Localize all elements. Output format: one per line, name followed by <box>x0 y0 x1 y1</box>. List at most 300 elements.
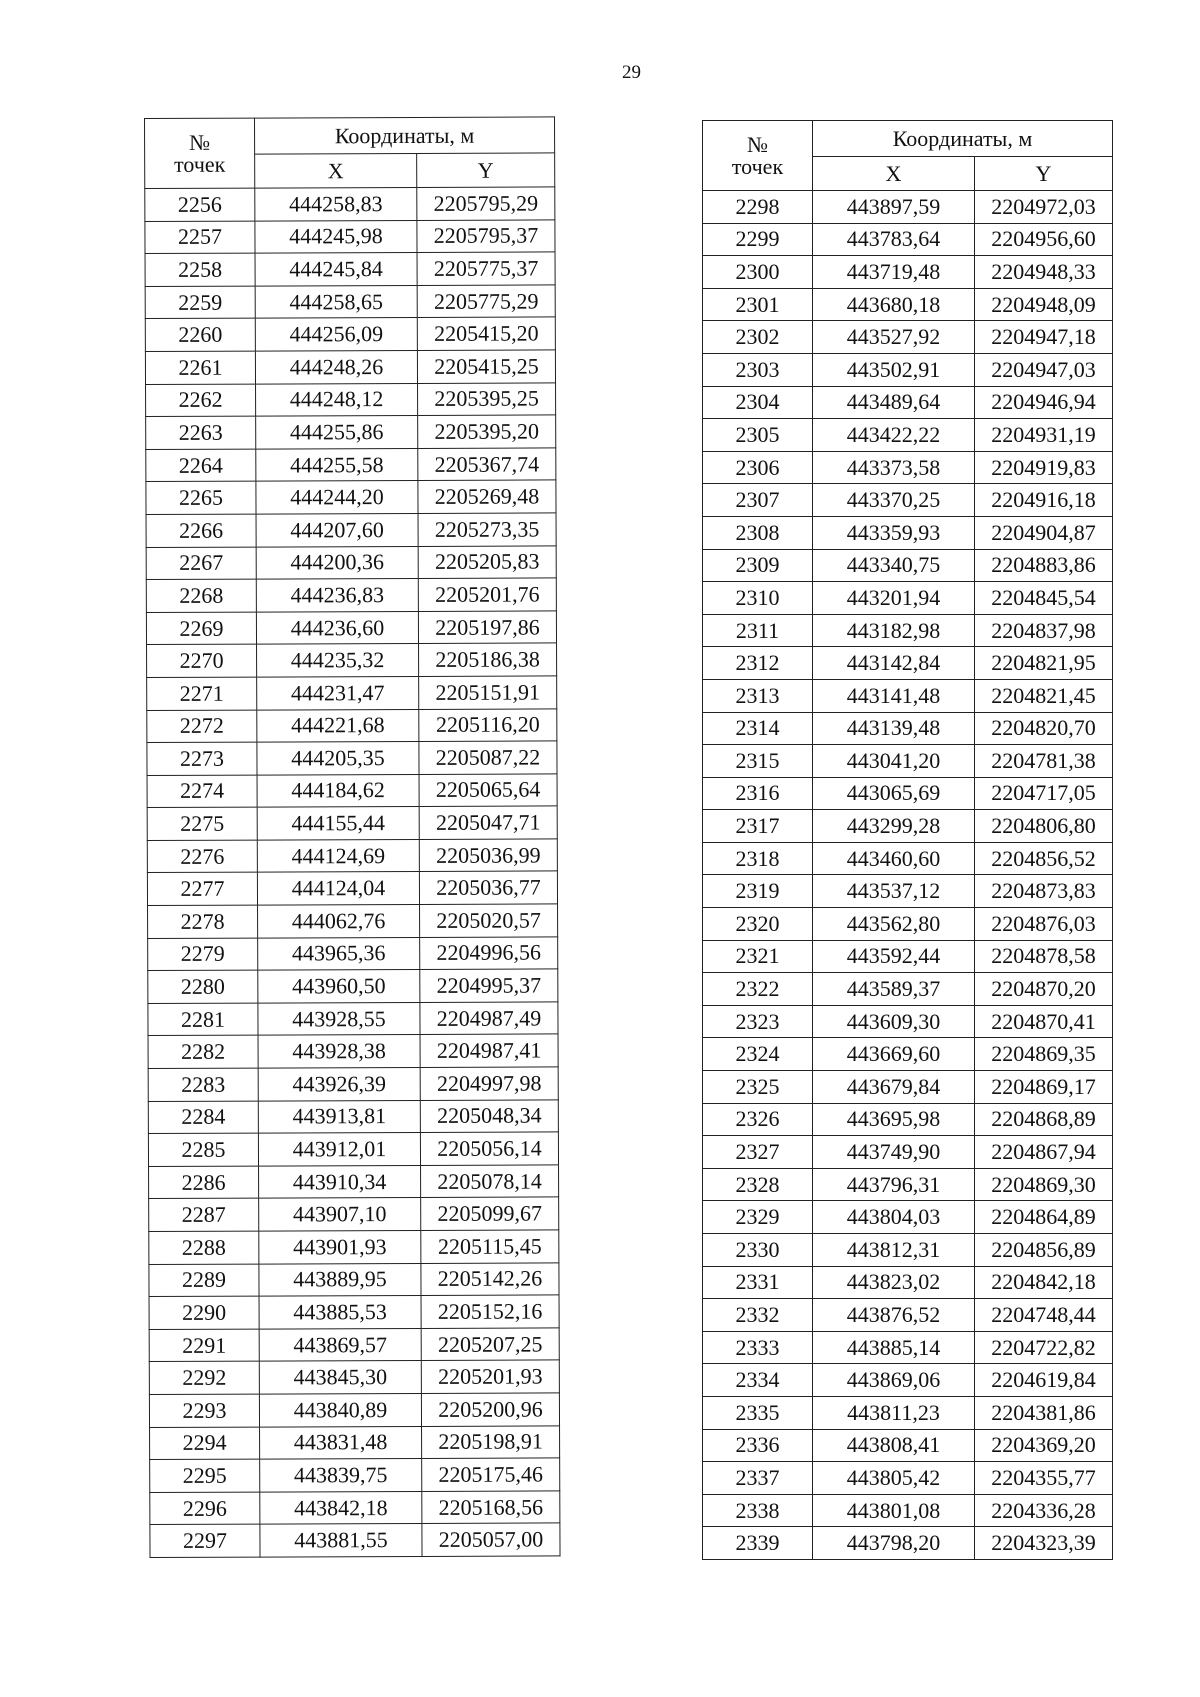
point-number-cell: 2334 <box>703 1364 813 1397</box>
table-row <box>703 842 1113 875</box>
y-coordinate-cell: 2204987,49 <box>420 1002 558 1035</box>
point-number-cell: 2307 <box>703 484 813 517</box>
point-number-cell: 2267 <box>146 547 256 580</box>
y-coordinate-cell: 2204856,89 <box>975 1234 1113 1267</box>
y-coordinate-cell: 2205078,14 <box>421 1165 559 1198</box>
table-row <box>703 191 1113 224</box>
point-number-cell: 2303 <box>703 353 813 386</box>
table-row <box>703 1005 1113 1038</box>
coordinates-header: Координаты, м <box>813 121 1113 157</box>
table-row <box>703 1364 1113 1397</box>
y-coordinate-cell: 2204883,86 <box>975 549 1113 582</box>
x-coordinate-cell: 443926,39 <box>258 1067 420 1100</box>
point-number-cell: 2312 <box>703 647 813 680</box>
y-coordinate-cell: 2204972,03 <box>975 191 1113 224</box>
table-row <box>146 415 556 449</box>
table-row <box>145 220 555 254</box>
x-coordinate-cell: 443839,75 <box>260 1459 422 1492</box>
table-row <box>703 973 1113 1006</box>
table-row <box>147 741 557 775</box>
point-number-cell: 2268 <box>146 579 256 612</box>
point-number-cell: 2325 <box>703 1071 813 1104</box>
table-row <box>148 1132 558 1166</box>
table-row <box>703 1136 1113 1169</box>
x-coordinate-cell: 443798,20 <box>813 1527 975 1560</box>
y-coordinate-cell: 2205198,91 <box>422 1425 560 1458</box>
point-number-cell: 2294 <box>150 1427 260 1460</box>
y-header: Y <box>975 157 1113 191</box>
point-number-cell: 2291 <box>149 1329 259 1362</box>
y-coordinate-cell: 2205116,20 <box>419 708 557 741</box>
y-coordinate-cell: 2204748,44 <box>975 1299 1113 1332</box>
point-number-cell: 2314 <box>703 712 813 745</box>
table-row <box>150 1491 560 1525</box>
y-coordinate-cell: 2204323,39 <box>975 1527 1113 1560</box>
y-coordinate-cell: 2205087,22 <box>419 741 557 774</box>
table-row <box>147 643 557 677</box>
table-row <box>148 1002 558 1036</box>
point-number-header <box>703 121 813 191</box>
point-number-cell: 2284 <box>148 1101 258 1134</box>
y-coordinate-cell: 2204869,35 <box>975 1038 1113 1071</box>
x-coordinate-cell: 443695,98 <box>813 1103 975 1136</box>
x-coordinate-cell: 443913,81 <box>258 1100 420 1133</box>
x-coordinate-cell: 444248,12 <box>256 383 418 416</box>
table-row <box>147 708 557 742</box>
point-number-cell: 2310 <box>703 582 813 615</box>
y-coordinate-cell: 2204870,41 <box>975 1005 1113 1038</box>
table-row <box>149 1328 559 1362</box>
x-coordinate-cell: 443812,31 <box>813 1234 975 1267</box>
x-coordinate-cell: 443928,55 <box>258 1002 420 1035</box>
point-number-cell: 2264 <box>146 449 256 482</box>
x-coordinate-cell: 443840,89 <box>259 1393 421 1426</box>
x-coordinate-cell: 444245,98 <box>255 220 417 253</box>
y-coordinate-cell: 2205151,91 <box>419 676 557 709</box>
y-coordinate-cell: 2205036,77 <box>419 871 557 904</box>
point-number-cell: 2339 <box>703 1527 813 1560</box>
x-coordinate-cell: 443299,28 <box>813 810 975 843</box>
point-number-cell: 2271 <box>147 677 257 710</box>
y-coordinate-cell: 2205057,00 <box>422 1523 560 1556</box>
y-coordinate-cell: 2204381,86 <box>975 1396 1113 1429</box>
y-coordinate-cell: 2204876,03 <box>975 908 1113 941</box>
x-coordinate-cell: 443876,52 <box>813 1299 975 1332</box>
table-row <box>703 1266 1113 1299</box>
x-coordinate-cell: 444231,47 <box>257 676 419 709</box>
y-coordinate-cell: 2204987,41 <box>420 1034 558 1067</box>
y-coordinate-cell: 2204869,17 <box>975 1071 1113 1104</box>
table-row <box>145 252 555 286</box>
table-row <box>703 777 1113 810</box>
y-coordinate-cell: 2204845,54 <box>975 582 1113 615</box>
point-number-cell: 2321 <box>703 940 813 973</box>
table-row <box>703 1331 1113 1364</box>
point-number-cell: 2276 <box>147 840 257 873</box>
y-coordinate-cell: 2205099,67 <box>421 1197 559 1230</box>
x-coordinate-cell: 443669,60 <box>813 1038 975 1071</box>
point-number-cell: 2287 <box>149 1198 259 1231</box>
x-coordinate-cell: 444062,76 <box>258 905 420 938</box>
x-coordinate-cell: 443502,91 <box>813 353 975 386</box>
table-row <box>146 382 556 416</box>
y-coordinate-cell: 2204864,89 <box>975 1201 1113 1234</box>
y-coordinate-cell: 2204916,18 <box>975 484 1113 517</box>
x-coordinate-cell: 443831,48 <box>260 1426 422 1459</box>
y-coordinate-cell: 2204873,83 <box>975 875 1113 908</box>
point-number-cell: 2278 <box>148 905 258 938</box>
table-row <box>147 806 557 840</box>
x-coordinate-cell: 444236,60 <box>256 611 418 644</box>
table-row <box>703 353 1113 386</box>
x-coordinate-cell: 444155,44 <box>257 807 419 840</box>
y-coordinate-cell: 2204947,03 <box>975 353 1113 386</box>
x-coordinate-cell: 444207,60 <box>256 513 418 546</box>
point-number-cell: 2295 <box>150 1459 260 1492</box>
table-row <box>703 256 1113 289</box>
y-coordinate-cell: 2205115,45 <box>421 1230 559 1263</box>
table-row <box>703 1201 1113 1234</box>
y-coordinate-cell: 2205395,25 <box>418 382 556 415</box>
table-row <box>703 940 1113 973</box>
table-row <box>703 647 1113 680</box>
point-number-cell: 2317 <box>703 810 813 843</box>
point-number-cell: 2333 <box>703 1331 813 1364</box>
y-coordinate-cell: 2204821,95 <box>975 647 1113 680</box>
x-coordinate-cell: 443680,18 <box>813 288 975 321</box>
x-coordinate-cell: 443811,23 <box>813 1396 975 1429</box>
x-coordinate-cell: 443041,20 <box>813 745 975 778</box>
point-number-cell: 2274 <box>147 775 257 808</box>
table-row <box>147 676 557 710</box>
x-coordinate-cell: 443910,34 <box>259 1165 421 1198</box>
y-coordinate-cell: 2204336,28 <box>975 1494 1113 1527</box>
point-number-cell: 2335 <box>703 1396 813 1429</box>
table-row <box>149 1230 559 1264</box>
y-coordinate-cell: 2205395,20 <box>418 415 556 448</box>
number-sign: № <box>747 131 768 157</box>
point-number-cell: 2330 <box>703 1234 813 1267</box>
x-coordinate-cell: 444258,65 <box>255 285 417 318</box>
coordinates-table-left <box>144 116 561 1558</box>
point-number-cell: 2337 <box>703 1462 813 1495</box>
table-row <box>150 1425 560 1459</box>
x-coordinate-cell: 444245,84 <box>255 253 417 286</box>
table-row <box>703 223 1113 256</box>
y-coordinate-cell: 2205142,26 <box>421 1263 559 1296</box>
point-number-cell: 2296 <box>150 1492 260 1525</box>
x-coordinate-cell: 443796,31 <box>813 1168 975 1201</box>
table-row <box>703 1396 1113 1429</box>
x-coordinate-cell: 443139,48 <box>813 712 975 745</box>
y-coordinate-cell: 2205207,25 <box>421 1328 559 1361</box>
y-coordinate-cell: 2205367,74 <box>418 448 556 481</box>
point-number-cell: 2262 <box>146 384 256 417</box>
point-number-cell: 2313 <box>703 679 813 712</box>
point-number-cell: 2279 <box>148 938 258 971</box>
table-row <box>703 679 1113 712</box>
point-number-cell: 2315 <box>703 745 813 778</box>
table-row <box>703 288 1113 321</box>
y-coordinate-cell: 2205795,29 <box>417 187 555 220</box>
x-coordinate-cell: 444200,36 <box>256 546 418 579</box>
table-row <box>146 448 556 482</box>
points-label: точек <box>173 151 226 177</box>
point-number-cell: 2308 <box>703 516 813 549</box>
x-coordinate-cell: 443881,55 <box>260 1524 422 1557</box>
point-number-cell: 2292 <box>149 1361 259 1394</box>
point-number-cell: 2273 <box>147 742 257 775</box>
point-number-cell: 2327 <box>703 1136 813 1169</box>
y-coordinate-cell: 2205168,56 <box>422 1491 560 1524</box>
point-number-cell: 2282 <box>148 1036 258 1069</box>
y-coordinate-cell: 2204956,60 <box>975 223 1113 256</box>
x-coordinate-cell: 443719,48 <box>813 256 975 289</box>
x-coordinate-cell: 443885,53 <box>259 1296 421 1329</box>
x-coordinate-cell: 443885,14 <box>813 1331 975 1364</box>
x-coordinate-cell: 444124,69 <box>257 839 419 872</box>
point-number-cell: 2311 <box>703 614 813 647</box>
table-row <box>149 1165 559 1199</box>
y-coordinate-cell: 2204869,30 <box>975 1168 1113 1201</box>
point-number-header <box>145 118 255 188</box>
y-coordinate-cell: 2204355,77 <box>975 1462 1113 1495</box>
point-number-cell: 2277 <box>147 873 257 906</box>
point-number-cell: 2290 <box>149 1296 259 1329</box>
x-coordinate-cell: 443889,95 <box>259 1263 421 1296</box>
y-coordinate-cell: 2205175,46 <box>422 1458 560 1491</box>
point-number-cell: 2288 <box>149 1231 259 1264</box>
table-body <box>145 187 560 1558</box>
y-coordinate-cell: 2204870,20 <box>975 973 1113 1006</box>
y-header: Y <box>417 153 555 188</box>
x-coordinate-cell: 443359,93 <box>813 516 975 549</box>
table-row <box>145 350 555 384</box>
y-coordinate-cell: 2204867,94 <box>975 1136 1113 1169</box>
point-number-cell: 2280 <box>148 970 258 1003</box>
x-coordinate-cell: 443869,06 <box>813 1364 975 1397</box>
table-row <box>703 1494 1113 1527</box>
point-number-cell: 2319 <box>703 875 813 908</box>
table-row <box>703 614 1113 647</box>
point-number-cell: 2320 <box>703 908 813 941</box>
y-coordinate-cell: 2205065,64 <box>419 774 557 807</box>
y-coordinate-cell: 2205152,16 <box>421 1295 559 1328</box>
x-coordinate-cell: 443460,60 <box>813 842 975 875</box>
table-row <box>149 1263 559 1297</box>
y-coordinate-cell: 2205205,83 <box>418 545 556 578</box>
point-number-cell: 2275 <box>147 807 257 840</box>
y-coordinate-cell: 2205036,99 <box>419 839 557 872</box>
y-coordinate-cell: 2204369,20 <box>975 1429 1113 1462</box>
y-coordinate-cell: 2205775,29 <box>417 285 555 318</box>
table-row <box>703 582 1113 615</box>
x-coordinate-cell: 443562,80 <box>813 908 975 941</box>
point-number-cell: 2285 <box>148 1133 258 1166</box>
x-coordinate-cell: 443901,93 <box>259 1230 421 1263</box>
point-number-cell: 2338 <box>703 1494 813 1527</box>
point-number-cell: 2302 <box>703 321 813 354</box>
x-coordinate-cell: 443842,18 <box>260 1491 422 1524</box>
table-row <box>147 774 557 808</box>
y-coordinate-cell: 2204842,18 <box>975 1266 1113 1299</box>
x-coordinate-cell: 443065,69 <box>813 777 975 810</box>
x-coordinate-cell: 443537,12 <box>813 875 975 908</box>
y-coordinate-cell: 2205048,34 <box>420 1100 558 1133</box>
y-coordinate-cell: 2204856,52 <box>975 842 1113 875</box>
y-coordinate-cell: 2205186,38 <box>419 643 557 676</box>
y-coordinate-cell: 2204995,37 <box>420 969 558 1002</box>
y-coordinate-cell: 2205201,76 <box>418 578 556 611</box>
table-row <box>703 1168 1113 1201</box>
point-number-cell: 2293 <box>149 1394 259 1427</box>
y-coordinate-cell: 2205197,86 <box>418 611 556 644</box>
point-number-cell: 2269 <box>146 612 256 645</box>
table-row <box>703 321 1113 354</box>
coordinates-header: Координаты, м <box>255 117 555 154</box>
table-row <box>703 1527 1113 1560</box>
table-row <box>150 1523 560 1557</box>
x-coordinate-cell: 443749,90 <box>813 1136 975 1169</box>
table-row <box>150 1458 560 1492</box>
y-coordinate-cell: 2205047,71 <box>419 806 557 839</box>
point-number-cell: 2281 <box>148 1003 258 1036</box>
point-number-cell: 2265 <box>146 481 256 514</box>
point-number-cell: 2332 <box>703 1299 813 1332</box>
y-coordinate-cell: 2205795,37 <box>417 220 555 253</box>
point-number-cell: 2283 <box>148 1068 258 1101</box>
table-row <box>145 187 555 221</box>
x-coordinate-cell: 443805,42 <box>813 1462 975 1495</box>
x-coordinate-cell: 444184,62 <box>257 774 419 807</box>
y-coordinate-cell: 2205775,37 <box>417 252 555 285</box>
y-coordinate-cell: 2205200,96 <box>421 1393 559 1426</box>
y-coordinate-cell: 2205020,57 <box>420 904 558 937</box>
y-coordinate-cell: 2205273,35 <box>418 513 556 546</box>
point-number-cell: 2328 <box>703 1168 813 1201</box>
point-number-cell: 2286 <box>149 1166 259 1199</box>
y-coordinate-cell: 2204868,89 <box>975 1103 1113 1136</box>
table-row <box>703 1462 1113 1495</box>
y-coordinate-cell: 2205415,20 <box>417 317 555 350</box>
table-row <box>148 1034 558 1068</box>
number-sign: № <box>189 129 211 155</box>
points-label: точек <box>731 153 784 179</box>
table-row <box>703 745 1113 778</box>
point-number-cell: 2299 <box>703 223 813 256</box>
y-coordinate-cell: 2204948,33 <box>975 256 1113 289</box>
table-row <box>703 1071 1113 1104</box>
x-coordinate-cell: 443960,50 <box>258 970 420 1003</box>
table-row <box>146 611 556 645</box>
x-coordinate-cell: 443845,30 <box>259 1361 421 1394</box>
table-row <box>703 549 1113 582</box>
y-coordinate-cell: 2204947,18 <box>975 321 1113 354</box>
point-number-cell: 2298 <box>703 191 813 224</box>
table-row <box>146 480 556 514</box>
y-coordinate-cell: 2204717,05 <box>975 777 1113 810</box>
y-coordinate-cell: 2204806,80 <box>975 810 1113 843</box>
point-number-cell: 2259 <box>145 286 255 319</box>
table-row <box>148 937 558 971</box>
page-number: 29 <box>622 62 641 83</box>
point-number-cell: 2301 <box>703 288 813 321</box>
point-number-cell: 2331 <box>703 1266 813 1299</box>
table-row <box>703 810 1113 843</box>
table-row <box>703 484 1113 517</box>
x-coordinate-cell: 443527,92 <box>813 321 975 354</box>
point-number-cell: 2306 <box>703 451 813 484</box>
table-row <box>703 451 1113 484</box>
x-coordinate-cell: 443201,94 <box>813 582 975 615</box>
point-number-cell: 2326 <box>703 1103 813 1136</box>
point-number-cell: 2270 <box>147 644 257 677</box>
point-number-cell: 2260 <box>145 318 255 351</box>
table-row <box>149 1393 559 1427</box>
y-coordinate-cell: 2204948,09 <box>975 288 1113 321</box>
x-coordinate-cell: 443373,58 <box>813 451 975 484</box>
y-coordinate-cell: 2205201,93 <box>421 1360 559 1393</box>
table-row <box>703 386 1113 419</box>
x-coordinate-cell: 443907,10 <box>259 1198 421 1231</box>
y-coordinate-cell: 2204619,84 <box>975 1364 1113 1397</box>
table-row <box>703 875 1113 908</box>
x-coordinate-cell: 444255,58 <box>256 448 418 481</box>
x-coordinate-cell: 443801,08 <box>813 1494 975 1527</box>
point-number-cell: 2324 <box>703 1038 813 1071</box>
x-coordinate-cell: 443679,84 <box>813 1071 975 1104</box>
x-coordinate-cell: 443804,03 <box>813 1201 975 1234</box>
y-coordinate-cell: 2204931,19 <box>975 419 1113 452</box>
table-row <box>146 513 556 547</box>
table-row <box>148 969 558 1003</box>
y-coordinate-cell: 2204820,70 <box>975 712 1113 745</box>
x-coordinate-cell: 443142,84 <box>813 647 975 680</box>
table-row <box>148 1067 558 1101</box>
table-row <box>703 516 1113 549</box>
x-header: X <box>813 157 975 191</box>
x-coordinate-cell: 443869,57 <box>259 1328 421 1361</box>
table-row <box>145 317 555 351</box>
table-row <box>703 419 1113 452</box>
table-row <box>149 1295 559 1329</box>
x-coordinate-cell: 443609,30 <box>813 1005 975 1038</box>
table-row <box>703 1038 1113 1071</box>
table-row <box>703 1234 1113 1267</box>
point-number-cell: 2261 <box>145 351 255 384</box>
x-coordinate-cell: 443912,01 <box>258 1133 420 1166</box>
table-row <box>703 712 1113 745</box>
point-number-cell: 2263 <box>146 416 256 449</box>
x-coordinate-cell: 443928,38 <box>258 1035 420 1068</box>
point-number-cell: 2266 <box>146 514 256 547</box>
x-coordinate-cell: 444244,20 <box>256 481 418 514</box>
table-row <box>146 545 556 579</box>
point-number-cell: 2305 <box>703 419 813 452</box>
x-coordinate-cell: 443589,37 <box>813 973 975 1006</box>
y-coordinate-cell: 2204919,83 <box>975 451 1113 484</box>
y-coordinate-cell: 2204996,56 <box>420 937 558 970</box>
point-number-cell: 2300 <box>703 256 813 289</box>
point-number-cell: 2336 <box>703 1429 813 1462</box>
table-row <box>147 839 557 873</box>
x-coordinate-cell: 443489,64 <box>813 386 975 419</box>
y-coordinate-cell: 2204904,87 <box>975 516 1113 549</box>
point-number-cell: 2322 <box>703 973 813 1006</box>
x-coordinate-cell: 444255,86 <box>256 416 418 449</box>
point-number-cell: 2318 <box>703 842 813 875</box>
point-number-cell: 2289 <box>149 1264 259 1297</box>
